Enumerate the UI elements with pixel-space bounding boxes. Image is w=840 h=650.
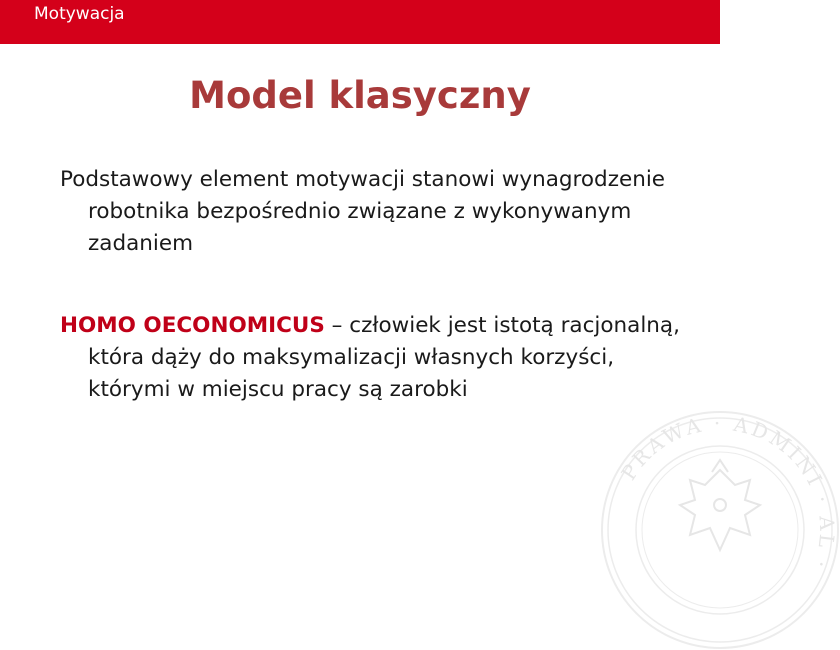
paragraph-homo-oeconomicus-text: – człowiek jest istotą racjonalną, która dąży do maksymalizacji własnych korzyści, którymi w miejscu pracy są zarobki [88, 313, 680, 402]
eagle-icon [680, 460, 760, 550]
header-section-label: Motywacja [34, 4, 125, 24]
seal-text: PRAWA · ADMINI · AL · [616, 410, 840, 575]
term-homo-oeconomicus: HOMO OECONOMICUS [60, 313, 325, 338]
paragraph-homo-oeconomicus [60, 310, 700, 406]
svg-text:PRAWA · ADMINI · AL · [616, 411, 839, 574]
university-seal-watermark [600, 410, 840, 650]
header-bar [0, 0, 720, 44]
slide-title: Model klasyczny [189, 74, 531, 117]
paragraph-basic-element: Podstawowy element motywacji stanowi wynagrodzenie robotnika bezpośrednio związane z wykonywanym zadaniem [60, 167, 666, 256]
